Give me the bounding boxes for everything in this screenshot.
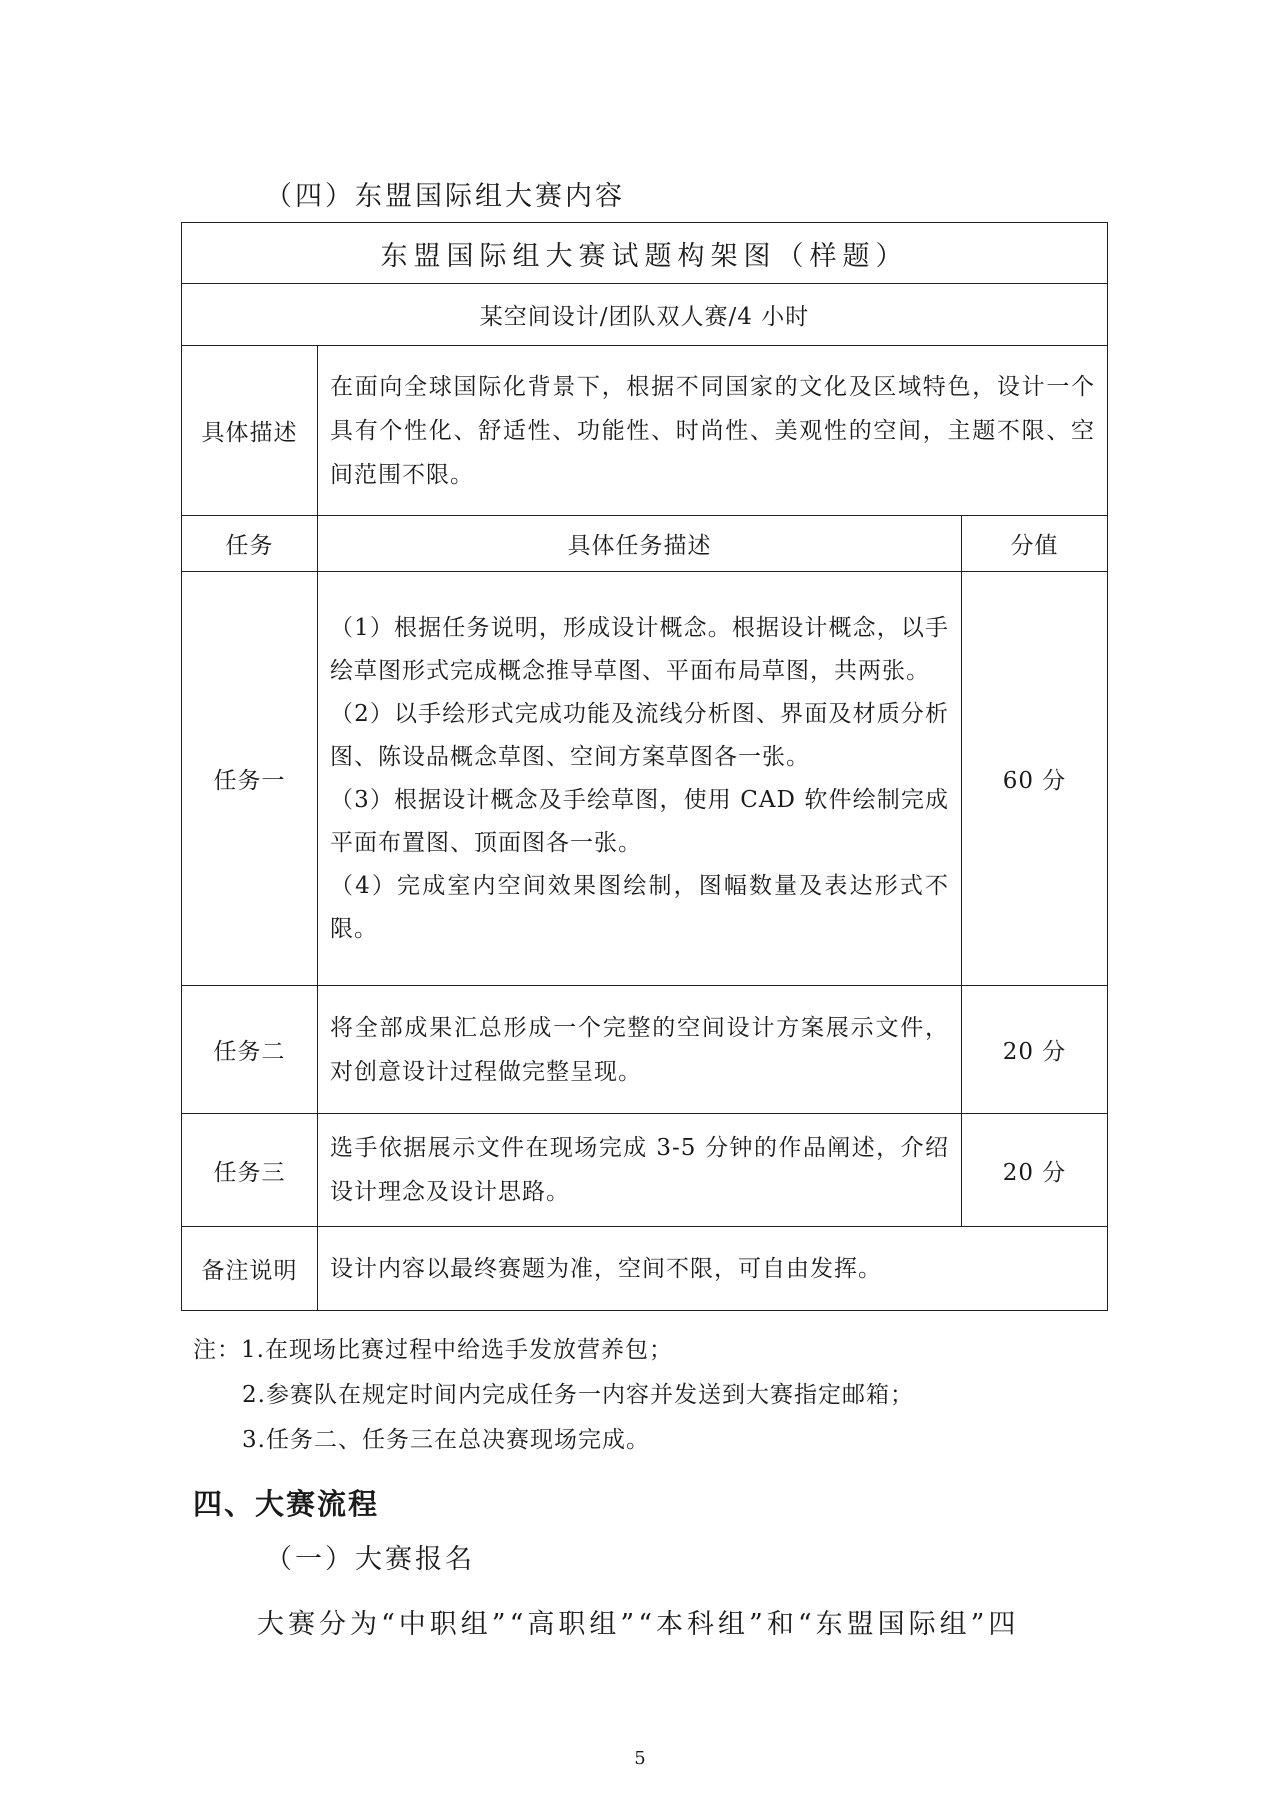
exam-framework-table [181, 222, 1108, 1311]
task-1-detail [318, 572, 962, 986]
table-row-task-1 [182, 572, 1108, 986]
table-notes [193, 1328, 914, 1463]
description-text: 在面向全球国际化背景下，根据不同国家的文化及区域特色，设计一个具有个性化、舒适性、功能性、时尚性、美观性的空间，主题不限、空间范围不限。 [318, 346, 1108, 516]
table-subtitle: 某空间设计/团队双人赛/4 小时 [182, 284, 1108, 346]
task-2-detail: 将全部成果汇总形成一个完整的空间设计方案展示文件，对创意设计过程做完整呈现。 [318, 986, 962, 1114]
remark-label: 备注说明 [182, 1227, 318, 1311]
header-score: 分值 [962, 516, 1108, 572]
task-1-score: 60 分 [962, 572, 1108, 986]
note-2: 2.参赛队在规定时间内完成任务一内容并发送到大赛指定邮箱； [242, 1382, 914, 1408]
header-detail: 具体任务描述 [318, 516, 962, 572]
task-1-line-2: （2）以手绘形式完成功能及流线分析图、界面及材质分析图、陈设品概念草图、空间方案草图各一张。 [330, 700, 949, 770]
task-1-line-4: （4）完成室内空间效果图绘制，图幅数量及表达形式不限。 [330, 872, 949, 942]
sub-heading: （一）大赛报名 [265, 1544, 475, 1575]
table-row-remark [182, 1227, 1108, 1311]
table-title: 东盟国际组大赛试题构架图（样题） [182, 223, 1108, 284]
page-number: 5 [634, 1748, 646, 1769]
task-3-name: 任务三 [182, 1114, 318, 1227]
chapter-heading: 四、大赛流程 [193, 1487, 380, 1521]
table-row-task-3 [182, 1114, 1108, 1227]
header-task: 任务 [182, 516, 318, 572]
task-2-score: 20 分 [962, 986, 1108, 1114]
note-3: 3.任务二、任务三在总决赛现场完成。 [242, 1427, 650, 1453]
section-heading: （四）东盟国际组大赛内容 [265, 181, 625, 212]
description-label: 具体描述 [182, 346, 318, 516]
task-3-score: 20 分 [962, 1114, 1108, 1227]
task-3-detail: 选手依据展示文件在现场完成 3-5 分钟的作品阐述，介绍设计理念及设计思路。 [318, 1114, 962, 1227]
task-1-name: 任务一 [182, 572, 318, 986]
task-1-line-1: （1）根据任务说明，形成设计概念。根据设计概念，以手绘草图形式完成概念推导草图、平面布局草图，共两张。 [330, 614, 949, 684]
table-row-task-2 [182, 986, 1108, 1114]
note-1: 注：1.在现场比赛过程中给选手发放营养包； [193, 1337, 673, 1363]
task-2-name: 任务二 [182, 986, 318, 1114]
task-1-line-3: （3）根据设计概念及手绘草图，使用 CAD 软件绘制完成平面布置图、顶面图各一张。 [330, 786, 949, 856]
remark-text: 设计内容以最终赛题为准，空间不限，可自由发挥。 [318, 1227, 1108, 1311]
body-paragraph: 大赛分为“中职组”“高职组”“本科组”和“东盟国际组”四 [257, 1609, 1020, 1640]
